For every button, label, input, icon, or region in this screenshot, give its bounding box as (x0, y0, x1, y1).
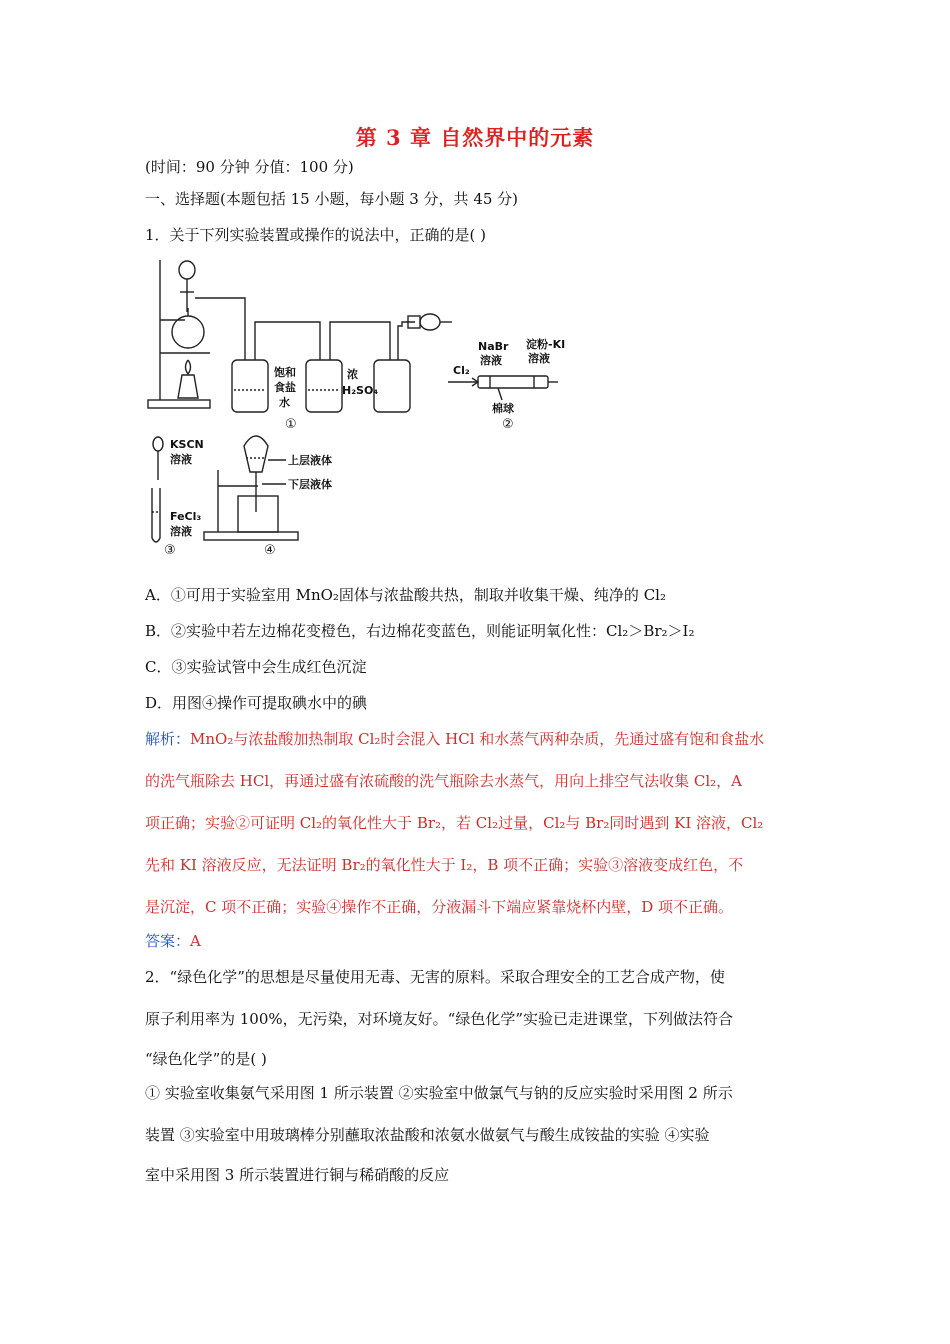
q2-line-4: ① 实验室收集氨气采用图 1 所示装置 ②实验室中做氯气与钠的反应实验时采用图 2 所示 (145, 1084, 733, 1102)
option-d: D．用图④操作可提取碘水中的碘 (145, 694, 368, 712)
label-num-4: ④ (264, 543, 276, 558)
q2-line-1: 2．“绿色化学”的思想是尽量使用无毒、无害的原料。采取合理安全的工艺合成产物，使 (145, 968, 725, 986)
label-h2so4: H₂SO₄ (342, 384, 379, 397)
q2-line-6: 室中采用图 3 所示装置进行铜与稀硝酸的反应 (145, 1166, 450, 1184)
option-c: C．③实验试管中会生成红色沉淀 (145, 658, 367, 676)
question-1-stem: 1．关于下列实验装置或操作的说法中，正确的是( ) (145, 226, 487, 244)
label-shiyan: 食盐 (274, 381, 296, 394)
label-cl2: Cl₂ (453, 364, 470, 377)
q2-line-5: 装置 ③实验室中用玻璃棒分别蘸取浓盐酸和浓氨水做氨气与酸生成铵盐的实验 ④实验 (145, 1126, 710, 1144)
answer-line (145, 930, 201, 951)
option-a: A．①可用于实验室用 MnO₂固体与浓盐酸共热，制取并收集干燥、纯净的 Cl₂ (145, 586, 666, 604)
label-fecl3: FeCl₃ (170, 510, 202, 523)
analysis-line-2: 的洗气瓶除去 HCl，再通过盛有浓硫酸的洗气瓶除去水蒸气，用向上排空气法收集 Cl₂，A (145, 772, 743, 790)
label-num-3: ③ (164, 543, 176, 558)
analysis-line-4: 先和 KI 溶液反应，无法证明 Br₂的氧化性大于 I₂，B 项不正确；实验③溶液变成红色，不 (145, 856, 744, 874)
label-baohe: 饱和 (274, 366, 296, 379)
stand-base (148, 400, 210, 408)
chapter-title: 第 3 章 自然界中的元素 (355, 125, 595, 150)
label-cotton: 棉球 (492, 402, 514, 415)
option-b: B．②实验中若左边棉花变橙色，右边棉花变蓝色，则能证明氧化性：Cl₂＞Br₂＞I₂ (145, 622, 695, 640)
q2-line-3: “绿色化学”的是( ) (145, 1050, 267, 1068)
section-heading: 一、选择题(本题包括 15 小题，每小题 3 分，共 45 分) (145, 190, 519, 208)
label-num-2: ② (502, 417, 514, 432)
label-num-1: ① (285, 417, 297, 432)
analysis-line-1 (145, 728, 764, 749)
label-starch-ki: 淀粉-KI (526, 338, 566, 351)
label-lower-liquid: 下层液体 (288, 478, 332, 491)
label-kscn: KSCN (170, 438, 204, 451)
answer-value: A (190, 932, 201, 950)
analysis-line-5: 是沉淀，C 项不正确；实验④操作不正确，分液漏斗下端应紧靠烧杯内壁，D 项不正确。 (145, 898, 734, 916)
label-kscn-solution: 溶液 (170, 453, 192, 466)
answer-label: 答案： (145, 932, 191, 950)
label-upper-liquid: 上层液体 (288, 454, 332, 467)
label-nabr: NaBr (478, 340, 509, 353)
analysis-line-3: 项正确；实验②可证明 Cl₂的氧化性大于 Br₂，若 Cl₂过量，Cl₂与 Br₂同时遇到 KI 溶液，Cl₂ (145, 814, 764, 832)
label-fecl3-solution: 溶液 (170, 525, 192, 538)
label-nong: 浓 (347, 368, 358, 381)
label-nabr-solution: 溶液 (480, 354, 502, 367)
exam-meta: (时间：90 分钟 分值：100 分) (145, 158, 354, 176)
apparatus-figure (140, 250, 600, 570)
q2-line-2: 原子利用率为 100%，无污染，对环境友好。“绿色化学”实验已走进课堂，下列做法符合 (145, 1010, 733, 1028)
analysis-label: 解析： (145, 730, 191, 748)
label-shui: 水 (279, 396, 290, 409)
analysis-text-1: MnO₂与浓盐酸加热制取 Cl₂时会混入 HCl 和水蒸气两种杂质，先通过盛有饱和食盐水 (190, 730, 765, 748)
label-starch-solution: 溶液 (528, 352, 550, 365)
